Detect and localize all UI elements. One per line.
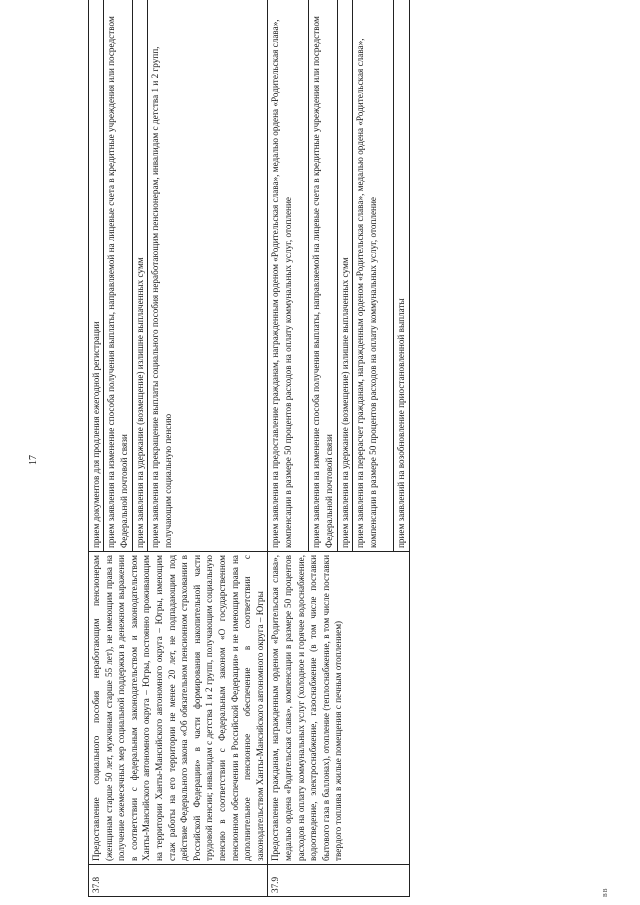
service-action-item: прием заявления на перерасчет гражданам, награжденным орденом «Родительская слава», медалью ордена «Родительская слава», компенсации в размере 50 процентов расходов на оплату коммунальных услуг, отопление — [353, 0, 394, 551]
service-action-item: прием заявления на изменение способа получения выплаты, направляемой на лицевые счета в кредитные учреждения или посредством Федеральной почтовой связи — [309, 0, 338, 551]
service-actions-cell — [89, 0, 268, 552]
service-description: Предоставление гражданам, награжденным орденом «Родительская слава», медалью ордена «Родительская слава», компенсации в размере 50 процентов расходов на оплату коммунальных услуг (холодное и горячее водоснабжение, водоотведение, электроснабжение, газоснабжение (в том числе поставки бытового газа в баллонах), отопление (теплоснабжение, в том числе поставки твердого топлива в жилые помещения с печным отоплением) — [268, 552, 410, 865]
service-action-item: прием заявления на изменение способа получения выплаты, направляемой на лицевые счета в кредитные учреждения или посредством Федеральной почтовой связи — [104, 0, 133, 551]
table-row — [89, 0, 268, 897]
page-number: 17 — [28, 455, 39, 465]
service-action-item: прием заявления на прекращение выплаты социального пособия неработающим пенсионерам, инвалидам с детства 1 и 2 групп, получающим социальную пенсию — [150, 46, 173, 548]
service-actions-cell — [268, 0, 410, 552]
table-row — [268, 0, 410, 897]
services-table — [88, 0, 410, 897]
service-action-item: прием документов для продления ежегодной регистрации — [89, 0, 104, 551]
service-action-item: прием заявлений на возобновление приостановленной выплаты — [396, 298, 407, 548]
service-action-item: прием заявления на удержание (возмещение) излишне выплаченных сумм — [338, 0, 353, 551]
row-number: 37.9 — [268, 865, 410, 897]
service-action-item: прием заявления на предоставление гражданам, награжденным орденом «Родительская слава», медалью ордена «Родительская слава», компенсации в размере 50 процентов расходов на оплату коммунальных услуг, отопление — [268, 0, 309, 551]
footer-mark: вв — [600, 887, 609, 897]
service-description: Предоставление социального пособия неработающим пенсионерам (женщинам старше 50 лет, мужчинам старше 55 лет), не имеющим права на получение ежемесячных мер социальной поддержки в денежном выражении в соответствии с федеральным законодательством и законодательством Ханты-Мансийского автономного округа – Югры, постоянно проживающим на территории Ханты-Мансийского автономного округа – Югры, имеющим стаж работы на его территории не менее 20 лет, не подпадающим под действие Федерального закона «Об обязательном пенсионном страховании в Российской Федерации» в части формирования накопительной части трудовой пенсии; инвалидам с детства 1 и 2 групп, получающим социальную пенсию в соответствии с Федеральным законом «О государственном пенсионном обеспечении в Российской Федерации» и не имеющим права на дополнительное пенсионное обеспечение в соответствии с законодательством Ханты-Мансийского автономного округа – Югры — [89, 552, 268, 865]
row-number: 37.8 — [89, 865, 268, 897]
service-action-item: прием заявления на удержание (возмещение) излишне выплаченных сумм — [133, 0, 148, 551]
